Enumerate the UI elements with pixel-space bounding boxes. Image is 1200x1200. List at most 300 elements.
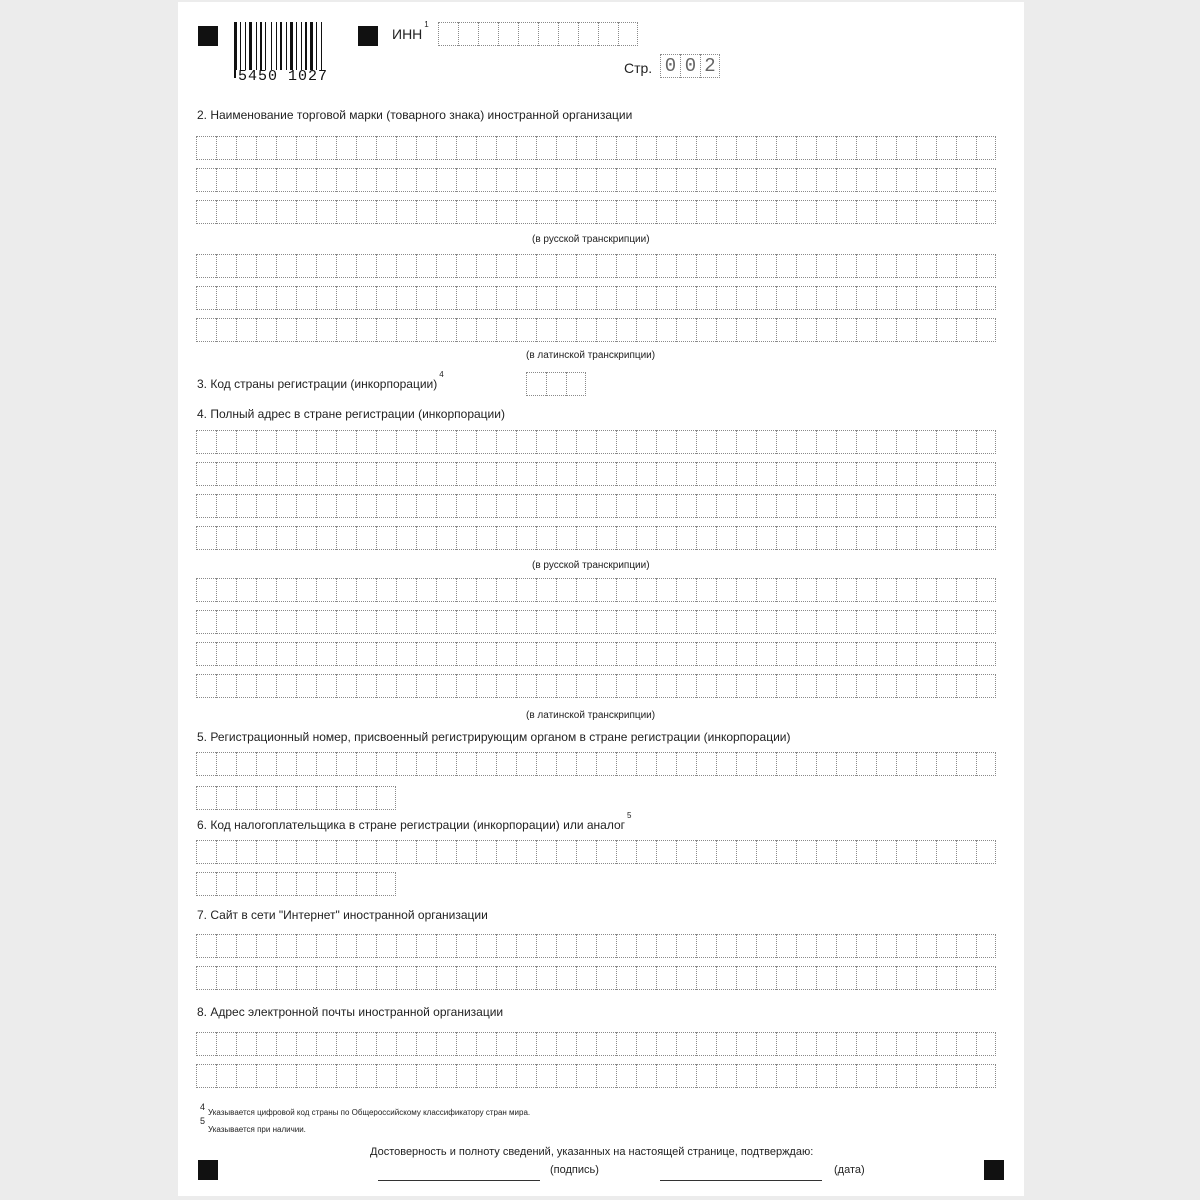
input-cell[interactable] — [796, 430, 816, 454]
input-cell[interactable] — [196, 462, 216, 486]
input-cell[interactable] — [496, 168, 516, 192]
input-cell[interactable] — [236, 966, 256, 990]
input-cell[interactable] — [496, 752, 516, 776]
input-cell[interactable] — [816, 526, 836, 550]
input-cell[interactable] — [796, 752, 816, 776]
input-cell[interactable] — [736, 1032, 756, 1056]
input-cell[interactable] — [436, 136, 456, 160]
input-cell[interactable] — [456, 136, 476, 160]
input-cell[interactable] — [536, 168, 556, 192]
input-cell[interactable] — [836, 642, 856, 666]
input-cell[interactable] — [476, 840, 496, 864]
input-cell[interactable] — [456, 430, 476, 454]
input-cell[interactable] — [496, 136, 516, 160]
input-cell[interactable] — [896, 318, 916, 342]
input-cell[interactable] — [416, 840, 436, 864]
email-row-2[interactable] — [196, 1064, 996, 1088]
input-cell[interactable] — [836, 752, 856, 776]
input-cell[interactable] — [756, 674, 776, 698]
input-cell[interactable] — [876, 526, 896, 550]
input-cell[interactable] — [876, 1032, 896, 1056]
input-cell[interactable] — [296, 1032, 316, 1056]
input-cell[interactable] — [436, 934, 456, 958]
input-cell[interactable] — [816, 254, 836, 278]
input-cell[interactable] — [776, 966, 796, 990]
input-cell[interactable] — [536, 752, 556, 776]
input-cell[interactable] — [716, 494, 736, 518]
input-cell[interactable] — [216, 318, 236, 342]
input-cell[interactable] — [896, 462, 916, 486]
input-cell[interactable] — [316, 462, 336, 486]
input-cell[interactable] — [676, 462, 696, 486]
input-cell[interactable] — [596, 430, 616, 454]
input-cell[interactable] — [916, 578, 936, 602]
input-cell[interactable] — [256, 494, 276, 518]
input-cell[interactable] — [516, 1032, 536, 1056]
input-cell[interactable] — [976, 494, 996, 518]
input-cell[interactable] — [396, 136, 416, 160]
input-cell[interactable] — [356, 318, 376, 342]
input-cell[interactable] — [756, 752, 776, 776]
input-cell[interactable] — [776, 934, 796, 958]
input-cell[interactable] — [936, 462, 956, 486]
input-cell[interactable] — [256, 642, 276, 666]
input-cell[interactable] — [696, 934, 716, 958]
input-cell[interactable] — [376, 136, 396, 160]
input-cell[interactable] — [896, 526, 916, 550]
input-cell[interactable] — [336, 462, 356, 486]
input-cell[interactable] — [936, 200, 956, 224]
input-cell[interactable] — [856, 494, 876, 518]
input-cell[interactable] — [396, 200, 416, 224]
input-cell[interactable] — [936, 966, 956, 990]
input-cell[interactable] — [436, 840, 456, 864]
input-cell[interactable] — [736, 966, 756, 990]
input-cell[interactable] — [316, 610, 336, 634]
input-cell[interactable] — [256, 966, 276, 990]
input-cell[interactable] — [716, 136, 736, 160]
input-cell[interactable] — [916, 1064, 936, 1088]
trademark-lat-row-2[interactable] — [196, 286, 996, 310]
input-cell[interactable] — [376, 462, 396, 486]
input-cell[interactable] — [456, 254, 476, 278]
input-cell[interactable] — [576, 200, 596, 224]
input-cell[interactable] — [556, 840, 576, 864]
input-cell[interactable] — [356, 136, 376, 160]
input-cell[interactable] — [416, 462, 436, 486]
input-cell[interactable] — [956, 752, 976, 776]
input-cell[interactable] — [556, 286, 576, 310]
input-cell[interactable] — [676, 752, 696, 776]
input-cell[interactable] — [616, 286, 636, 310]
input-cell[interactable] — [676, 610, 696, 634]
input-cell[interactable] — [716, 200, 736, 224]
input-cell[interactable] — [916, 610, 936, 634]
input-cell[interactable] — [916, 934, 936, 958]
input-cell[interactable] — [216, 1032, 236, 1056]
input-cell[interactable] — [736, 840, 756, 864]
input-cell[interactable] — [456, 168, 476, 192]
input-cell[interactable] — [336, 1064, 356, 1088]
input-cell[interactable] — [856, 318, 876, 342]
input-cell[interactable] — [296, 610, 316, 634]
input-cell[interactable] — [256, 254, 276, 278]
inn-cell[interactable] — [438, 22, 458, 46]
input-cell[interactable] — [516, 966, 536, 990]
input-cell[interactable] — [336, 966, 356, 990]
input-cell[interactable] — [736, 430, 756, 454]
input-cell[interactable] — [456, 462, 476, 486]
input-cell[interactable] — [496, 1064, 516, 1088]
input-cell[interactable] — [956, 840, 976, 864]
input-cell[interactable] — [976, 168, 996, 192]
input-cell[interactable] — [256, 610, 276, 634]
input-cell[interactable] — [616, 1032, 636, 1056]
input-cell[interactable] — [316, 1064, 336, 1088]
input-cell[interactable] — [376, 966, 396, 990]
input-cell[interactable] — [636, 168, 656, 192]
input-cell[interactable] — [676, 934, 696, 958]
input-cell[interactable] — [856, 934, 876, 958]
input-cell[interactable] — [196, 872, 216, 896]
input-cell[interactable] — [536, 462, 556, 486]
input-cell[interactable] — [776, 674, 796, 698]
input-cell[interactable] — [616, 254, 636, 278]
input-cell[interactable] — [376, 430, 396, 454]
inn-cell[interactable] — [478, 22, 498, 46]
input-cell[interactable] — [936, 254, 956, 278]
input-cell[interactable] — [736, 752, 756, 776]
input-cell[interactable] — [276, 1064, 296, 1088]
input-cell[interactable] — [796, 136, 816, 160]
input-cell[interactable] — [796, 254, 816, 278]
input-cell[interactable] — [576, 674, 596, 698]
input-cell[interactable] — [976, 840, 996, 864]
input-cell[interactable] — [456, 752, 476, 776]
input-cell[interactable] — [336, 642, 356, 666]
input-cell[interactable] — [256, 752, 276, 776]
input-cell[interactable] — [456, 286, 476, 310]
input-cell[interactable] — [976, 674, 996, 698]
input-cell[interactable] — [636, 526, 656, 550]
input-cell[interactable] — [676, 318, 696, 342]
input-cell[interactable] — [336, 430, 356, 454]
input-cell[interactable] — [396, 840, 416, 864]
input-cell[interactable] — [276, 1032, 296, 1056]
input-cell[interactable] — [596, 494, 616, 518]
input-cell[interactable] — [816, 752, 836, 776]
input-cell[interactable] — [336, 254, 356, 278]
input-cell[interactable] — [716, 840, 736, 864]
address-lat-row-3[interactable] — [196, 642, 996, 666]
input-cell[interactable] — [816, 494, 836, 518]
input-cell[interactable] — [676, 430, 696, 454]
input-cell[interactable] — [916, 200, 936, 224]
input-cell[interactable] — [636, 1032, 656, 1056]
input-cell[interactable] — [356, 674, 376, 698]
input-cell[interactable] — [236, 1032, 256, 1056]
input-cell[interactable] — [476, 674, 496, 698]
input-cell[interactable] — [496, 642, 516, 666]
input-cell[interactable] — [936, 526, 956, 550]
input-cell[interactable] — [936, 752, 956, 776]
input-cell[interactable] — [436, 494, 456, 518]
input-cell[interactable] — [856, 674, 876, 698]
input-cell[interactable] — [636, 642, 656, 666]
input-cell[interactable] — [616, 136, 636, 160]
input-cell[interactable] — [836, 840, 856, 864]
input-cell[interactable] — [776, 526, 796, 550]
input-cell[interactable] — [956, 430, 976, 454]
input-cell[interactable] — [916, 168, 936, 192]
input-cell[interactable] — [656, 200, 676, 224]
input-cell[interactable] — [536, 430, 556, 454]
input-cell[interactable] — [776, 254, 796, 278]
input-cell[interactable] — [936, 840, 956, 864]
input-cell[interactable] — [596, 1064, 616, 1088]
input-cell[interactable] — [676, 168, 696, 192]
input-cell[interactable] — [256, 286, 276, 310]
input-cell[interactable] — [756, 578, 776, 602]
input-cell[interactable] — [696, 430, 716, 454]
input-cell[interactable] — [576, 526, 596, 550]
input-cell[interactable] — [556, 674, 576, 698]
input-cell[interactable] — [716, 578, 736, 602]
input-cell[interactable] — [616, 462, 636, 486]
input-cell[interactable] — [736, 168, 756, 192]
input-cell[interactable] — [776, 494, 796, 518]
input-cell[interactable] — [436, 254, 456, 278]
input-cell[interactable] — [496, 578, 516, 602]
input-cell[interactable] — [236, 786, 256, 810]
input-cell[interactable] — [196, 168, 216, 192]
input-cell[interactable] — [896, 966, 916, 990]
address-lat-row-4[interactable] — [196, 674, 996, 698]
input-cell[interactable] — [256, 578, 276, 602]
input-cell[interactable] — [836, 494, 856, 518]
input-cell[interactable] — [636, 286, 656, 310]
input-cell[interactable] — [256, 934, 276, 958]
input-cell[interactable] — [916, 674, 936, 698]
input-cell[interactable] — [956, 168, 976, 192]
input-cell[interactable] — [896, 642, 916, 666]
input-cell[interactable] — [216, 200, 236, 224]
input-cell[interactable] — [836, 1032, 856, 1056]
input-cell[interactable] — [696, 578, 716, 602]
input-cell[interactable] — [796, 642, 816, 666]
input-cell[interactable] — [816, 578, 836, 602]
input-cell[interactable] — [856, 840, 876, 864]
input-cell[interactable] — [756, 1064, 776, 1088]
input-cell[interactable] — [796, 318, 816, 342]
input-cell[interactable] — [976, 578, 996, 602]
input-cell[interactable] — [856, 200, 876, 224]
input-cell[interactable] — [616, 934, 636, 958]
input-cell[interactable] — [836, 610, 856, 634]
input-cell[interactable] — [676, 526, 696, 550]
input-cell[interactable] — [476, 642, 496, 666]
input-cell[interactable] — [656, 610, 676, 634]
input-cell[interactable] — [356, 642, 376, 666]
input-cell[interactable] — [696, 840, 716, 864]
input-cell[interactable] — [676, 254, 696, 278]
input-cell[interactable] — [516, 254, 536, 278]
input-cell[interactable] — [236, 840, 256, 864]
input-cell[interactable] — [956, 642, 976, 666]
input-cell[interactable] — [596, 610, 616, 634]
input-cell[interactable] — [636, 674, 656, 698]
input-cell[interactable] — [396, 1064, 416, 1088]
input-cell[interactable] — [416, 430, 436, 454]
input-cell[interactable] — [396, 752, 416, 776]
address-ru-row-2[interactable] — [196, 462, 996, 486]
input-cell[interactable] — [376, 674, 396, 698]
input-cell[interactable] — [696, 494, 716, 518]
input-cell[interactable] — [876, 840, 896, 864]
input-cell[interactable] — [556, 168, 576, 192]
input-cell[interactable] — [476, 286, 496, 310]
input-cell[interactable] — [436, 610, 456, 634]
input-cell[interactable] — [196, 136, 216, 160]
input-cell[interactable] — [376, 494, 396, 518]
input-cell[interactable] — [716, 752, 736, 776]
input-cell[interactable] — [516, 642, 536, 666]
input-cell[interactable] — [256, 1032, 276, 1056]
country-code-cell[interactable] — [526, 372, 546, 396]
input-cell[interactable] — [376, 200, 396, 224]
input-cell[interactable] — [616, 526, 636, 550]
input-cell[interactable] — [196, 674, 216, 698]
input-cell[interactable] — [796, 610, 816, 634]
input-cell[interactable] — [916, 430, 936, 454]
input-cell[interactable] — [276, 674, 296, 698]
input-cell[interactable] — [876, 642, 896, 666]
input-cell[interactable] — [716, 168, 736, 192]
input-cell[interactable] — [896, 934, 916, 958]
input-cell[interactable] — [196, 430, 216, 454]
input-cell[interactable] — [296, 430, 316, 454]
input-cell[interactable] — [736, 462, 756, 486]
input-cell[interactable] — [316, 136, 336, 160]
input-cell[interactable] — [656, 934, 676, 958]
input-cell[interactable] — [556, 526, 576, 550]
input-cell[interactable] — [576, 254, 596, 278]
input-cell[interactable] — [436, 430, 456, 454]
input-cell[interactable] — [396, 966, 416, 990]
input-cell[interactable] — [296, 168, 316, 192]
input-cell[interactable] — [636, 840, 656, 864]
input-cell[interactable] — [196, 786, 216, 810]
input-cell[interactable] — [316, 642, 336, 666]
input-cell[interactable] — [576, 934, 596, 958]
input-cell[interactable] — [736, 578, 756, 602]
input-cell[interactable] — [816, 318, 836, 342]
input-cell[interactable] — [296, 286, 316, 310]
input-cell[interactable] — [776, 462, 796, 486]
input-cell[interactable] — [596, 462, 616, 486]
input-cell[interactable] — [696, 966, 716, 990]
input-cell[interactable] — [496, 840, 516, 864]
input-cell[interactable] — [236, 752, 256, 776]
input-cell[interactable] — [516, 1064, 536, 1088]
input-cell[interactable] — [376, 1032, 396, 1056]
input-cell[interactable] — [456, 318, 476, 342]
input-cell[interactable] — [796, 462, 816, 486]
input-cell[interactable] — [356, 966, 376, 990]
input-cell[interactable] — [476, 610, 496, 634]
input-cell[interactable] — [336, 934, 356, 958]
input-cell[interactable] — [796, 966, 816, 990]
input-cell[interactable] — [536, 286, 556, 310]
input-cell[interactable] — [276, 254, 296, 278]
input-cell[interactable] — [236, 610, 256, 634]
input-cell[interactable] — [376, 526, 396, 550]
input-cell[interactable] — [656, 254, 676, 278]
input-cell[interactable] — [776, 318, 796, 342]
input-cell[interactable] — [336, 136, 356, 160]
input-cell[interactable] — [936, 318, 956, 342]
input-cell[interactable] — [716, 934, 736, 958]
input-cell[interactable] — [816, 674, 836, 698]
input-cell[interactable] — [196, 934, 216, 958]
input-cell[interactable] — [896, 674, 916, 698]
input-cell[interactable] — [396, 610, 416, 634]
input-cell[interactable] — [556, 1032, 576, 1056]
registration-number-row-1[interactable] — [196, 752, 996, 776]
input-cell[interactable] — [496, 430, 516, 454]
input-cell[interactable] — [336, 286, 356, 310]
input-cell[interactable] — [956, 610, 976, 634]
input-cell[interactable] — [536, 1064, 556, 1088]
input-cell[interactable] — [756, 168, 776, 192]
input-cell[interactable] — [276, 286, 296, 310]
input-cell[interactable] — [236, 872, 256, 896]
input-cell[interactable] — [836, 430, 856, 454]
input-cell[interactable] — [516, 674, 536, 698]
input-cell[interactable] — [636, 610, 656, 634]
input-cell[interactable] — [396, 674, 416, 698]
input-cell[interactable] — [856, 610, 876, 634]
input-cell[interactable] — [316, 254, 336, 278]
input-cell[interactable] — [376, 1064, 396, 1088]
input-cell[interactable] — [936, 610, 956, 634]
input-cell[interactable] — [516, 934, 536, 958]
input-cell[interactable] — [316, 752, 336, 776]
input-cell[interactable] — [576, 286, 596, 310]
input-cell[interactable] — [836, 318, 856, 342]
input-cell[interactable] — [216, 752, 236, 776]
input-cell[interactable] — [656, 578, 676, 602]
input-cell[interactable] — [296, 136, 316, 160]
input-cell[interactable] — [216, 786, 236, 810]
input-cell[interactable] — [316, 168, 336, 192]
input-cell[interactable] — [576, 430, 596, 454]
input-cell[interactable] — [636, 254, 656, 278]
input-cell[interactable] — [536, 610, 556, 634]
input-cell[interactable] — [896, 1064, 916, 1088]
email-row-1[interactable] — [196, 1032, 996, 1056]
input-cell[interactable] — [916, 254, 936, 278]
input-cell[interactable] — [376, 642, 396, 666]
address-ru-row-3[interactable] — [196, 494, 996, 518]
input-cell[interactable] — [876, 168, 896, 192]
input-cell[interactable] — [536, 1032, 556, 1056]
input-cell[interactable] — [856, 254, 876, 278]
input-cell[interactable] — [416, 168, 436, 192]
input-cell[interactable] — [256, 1064, 276, 1088]
input-cell[interactable] — [576, 1064, 596, 1088]
date-line[interactable] — [660, 1180, 822, 1181]
